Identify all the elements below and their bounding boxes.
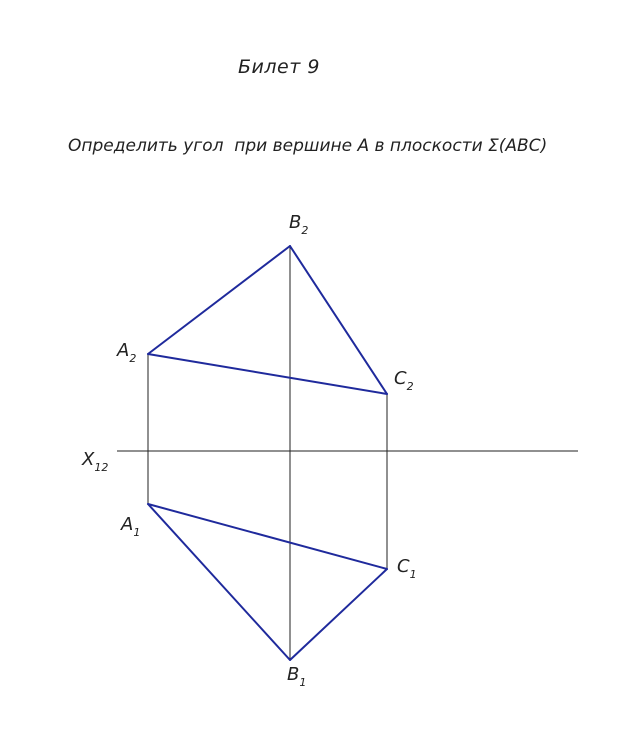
label-x12: $X_{12}$ — [82, 449, 109, 474]
triangle-horizontal-projection — [148, 504, 387, 660]
task-statement: Определить угол при вершине A в плоскости Σ(ABC) — [68, 136, 548, 156]
label-a1: $A_1$ — [121, 514, 141, 539]
triangle-frontal-projection — [148, 246, 387, 394]
edge-a1-b1 — [148, 504, 290, 660]
label-b1: $B_1$ — [287, 664, 307, 689]
label-c1: $C_1$ — [397, 556, 417, 581]
edge-b2-c2 — [290, 246, 387, 394]
label-a2: $A_2$ — [117, 340, 137, 365]
label-b2: $B_2$ — [289, 212, 309, 237]
ticket-title: Билет 9 — [238, 56, 320, 78]
edge-a2-b2 — [148, 246, 290, 354]
edge-a2-c2 — [148, 354, 387, 394]
edge-b1-c1 — [290, 569, 387, 660]
label-c2: $C_2$ — [394, 368, 414, 393]
edge-a1-c1 — [148, 504, 387, 569]
